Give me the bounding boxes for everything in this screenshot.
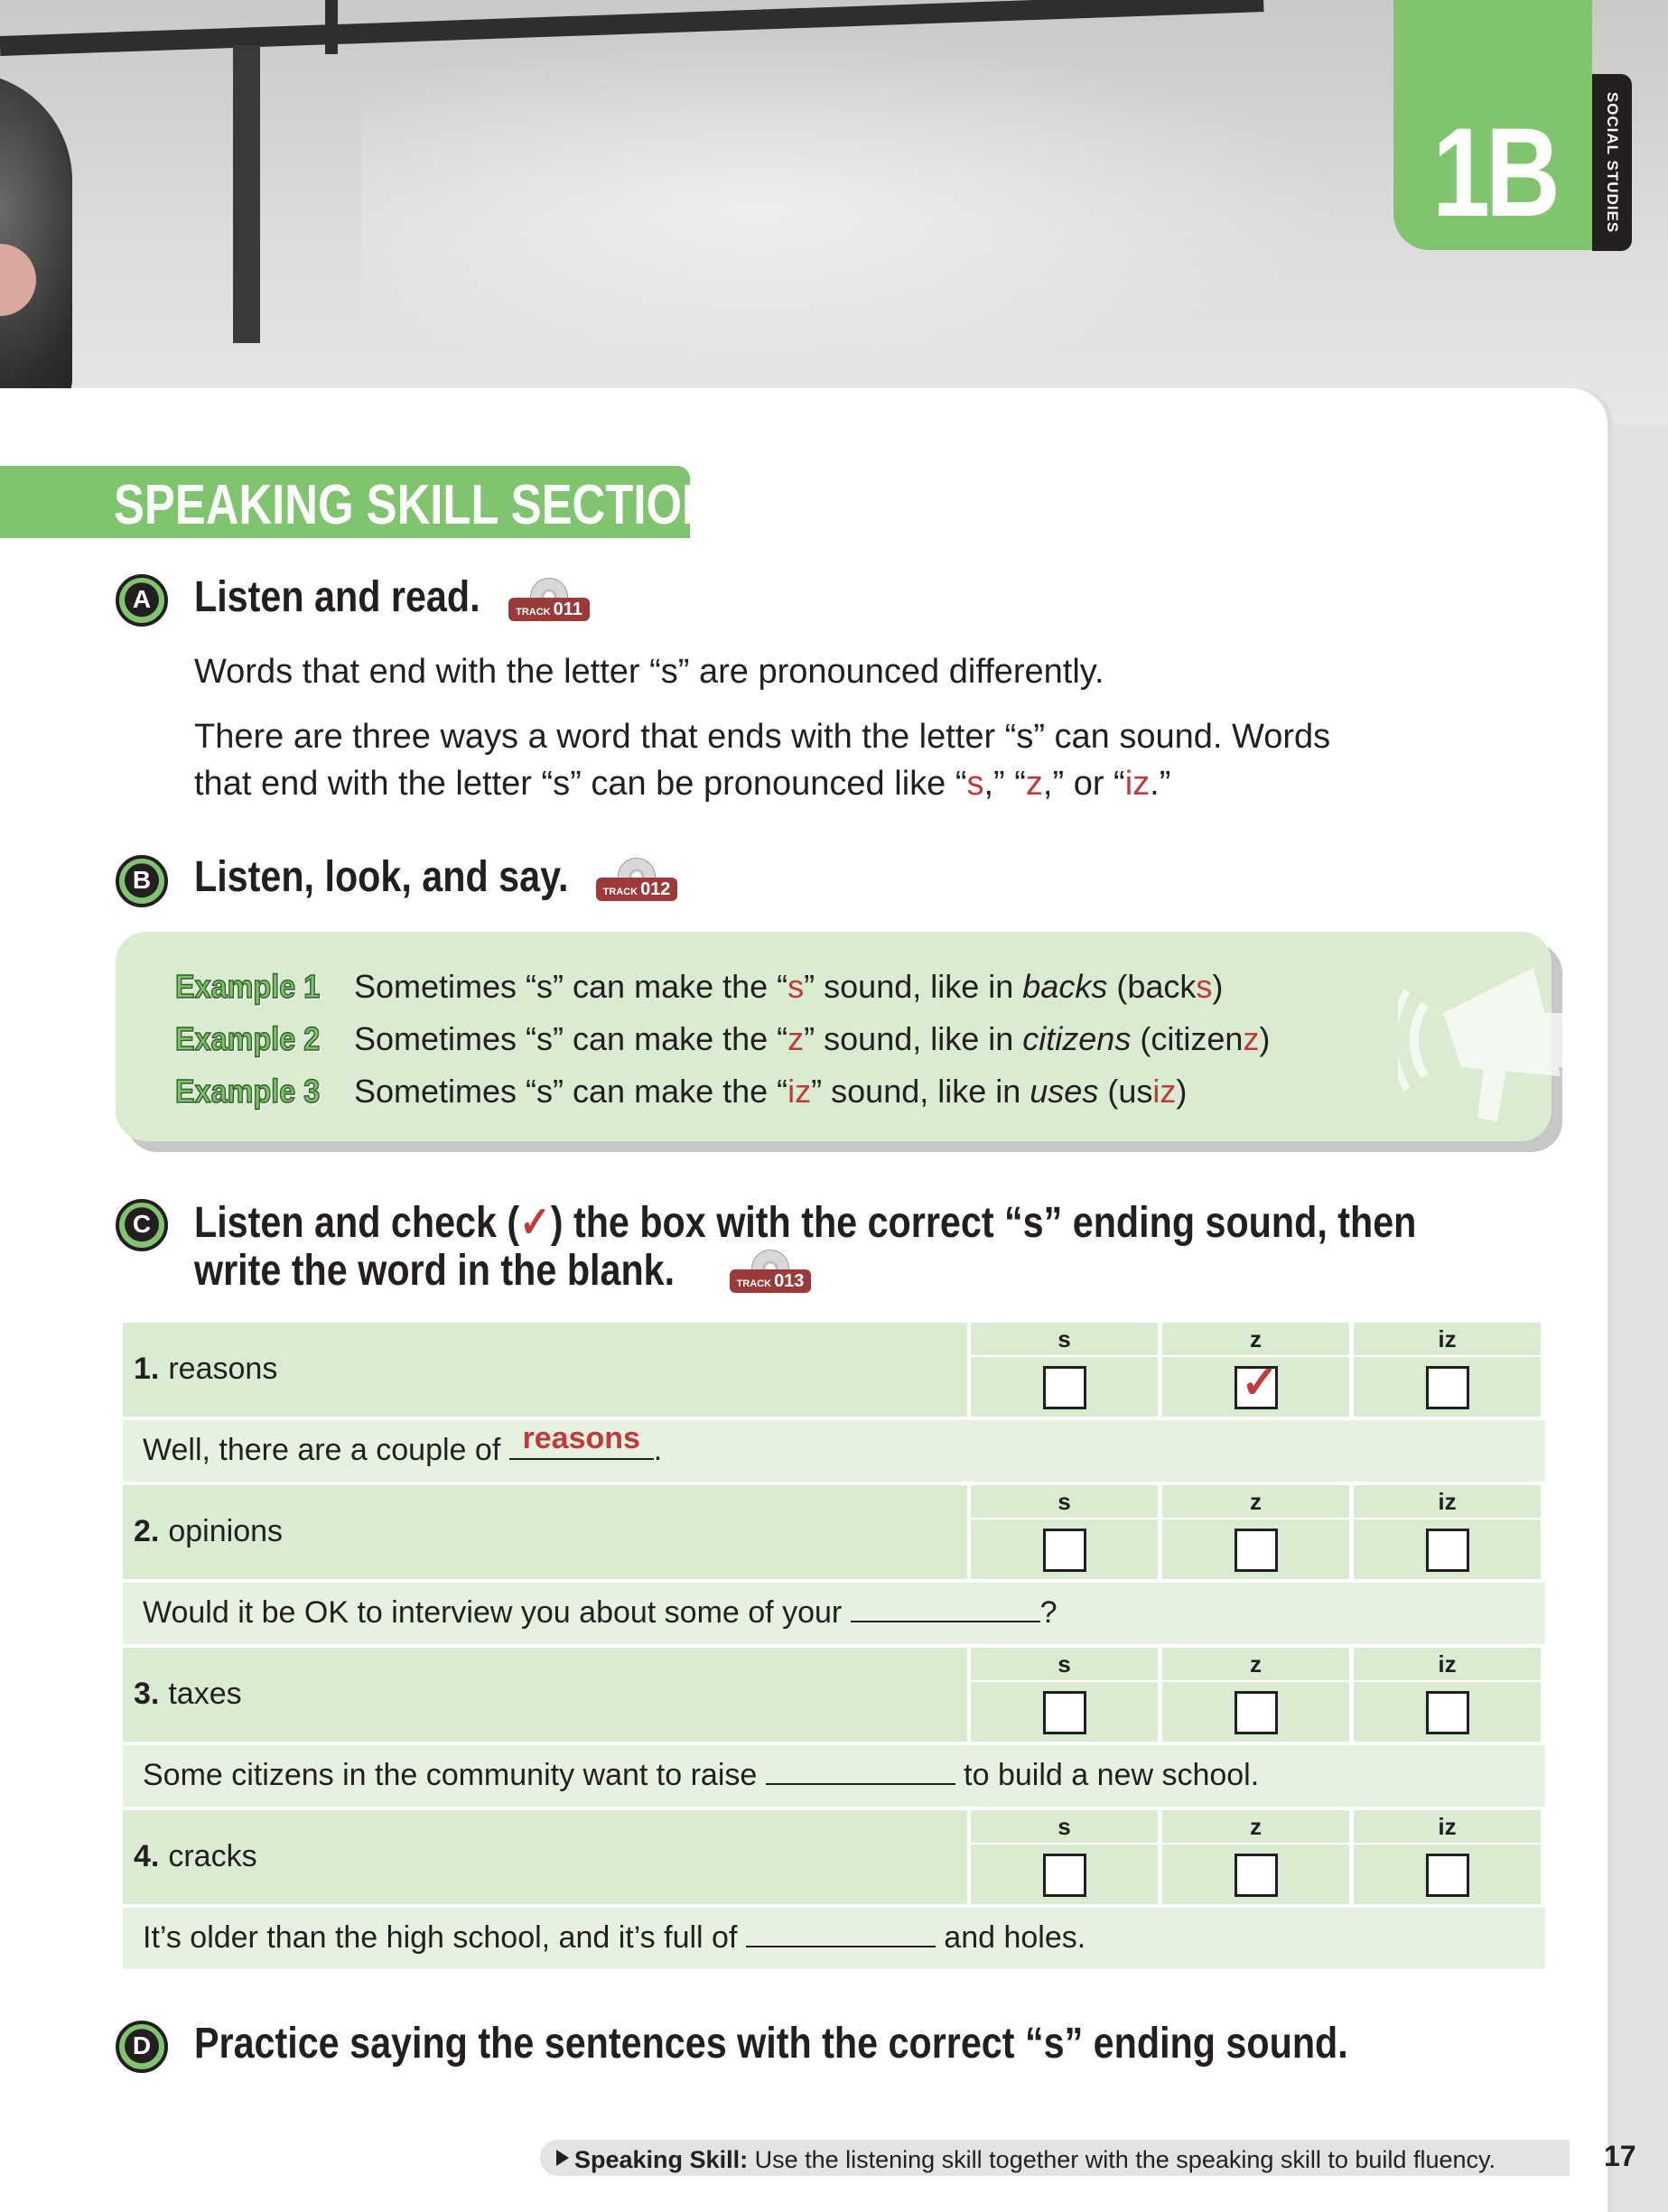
table-row bbox=[123, 1648, 967, 1742]
checkbox[interactable] bbox=[1426, 1366, 1469, 1409]
checkbox[interactable] bbox=[1235, 1854, 1278, 1897]
checkbox-cell bbox=[1162, 1682, 1349, 1742]
example-3-label: Example 3 bbox=[175, 1073, 321, 1110]
example-1-text: Sometimes “s” can make the “s” sound, like in backs (backs) bbox=[354, 968, 1224, 1005]
example-2-label: Example 2 bbox=[175, 1020, 321, 1057]
part-d-heading: Practice saying the sentences with the correct “s” ending sound. bbox=[194, 2020, 1348, 2068]
column-header-s: s bbox=[971, 1485, 1158, 1518]
window-frame bbox=[325, 0, 338, 54]
column-header-iz: iz bbox=[1354, 1810, 1541, 1843]
checkbox-cell bbox=[1354, 1845, 1541, 1904]
footer-skill-bar bbox=[540, 2140, 1570, 2176]
part-a-paragraph-1: Words that end with the letter “s” are pronounced differently. bbox=[194, 653, 1104, 691]
footer-text: Speaking Skill: Use the listening skill together with the speaking skill to build fluency. bbox=[574, 2146, 1496, 2173]
track-013-button[interactable] bbox=[730, 1250, 811, 1295]
track-label: TRACK 011 bbox=[508, 598, 590, 621]
track-012-button[interactable] bbox=[596, 858, 677, 903]
subject-label: SOCIAL STUDIES bbox=[1604, 91, 1621, 234]
part-a-badge bbox=[116, 574, 168, 627]
page-number: 17 bbox=[1604, 2140, 1636, 2172]
part-a-paragraph-2-line-1: There are three ways a word that ends with the letter “s” can sound. Words bbox=[194, 718, 1331, 756]
item-sentence: Well, there are a couple of reasons . bbox=[143, 1421, 663, 1467]
answer-blank[interactable] bbox=[746, 1922, 936, 1947]
checkbox[interactable] bbox=[1043, 1529, 1086, 1572]
checkbox[interactable] bbox=[1426, 1854, 1469, 1897]
window-frame bbox=[233, 45, 260, 343]
sentence-row bbox=[123, 1420, 1545, 1482]
part-c-heading-line-1: Listen and check (✓) the box with the correct “s” ending sound, then bbox=[194, 1199, 1417, 1247]
part-a-paragraph-2-line-2: that end with the letter “s” can be pronounced like “s,” “z,” or “iz.” bbox=[194, 765, 1171, 803]
unit-code: 1B bbox=[1432, 101, 1556, 243]
checkbox[interactable] bbox=[1235, 1691, 1278, 1734]
checkbox[interactable] bbox=[1043, 1366, 1086, 1409]
track-label: TRACK 013 bbox=[730, 1269, 811, 1293]
part-d-letter: D bbox=[125, 2029, 159, 2063]
checkbox-cell bbox=[971, 1520, 1158, 1579]
subject-tab bbox=[1592, 74, 1632, 251]
sentence-row bbox=[123, 1908, 1545, 1969]
column-header-z: z bbox=[1162, 1323, 1349, 1355]
item-word: 1. reasons bbox=[134, 1352, 278, 1386]
checkbox-checked[interactable] bbox=[1235, 1357, 1279, 1409]
part-b-letter: B bbox=[125, 863, 159, 897]
section-title: SPEAKING SKILL SECTION bbox=[114, 474, 715, 536]
table-row bbox=[123, 1810, 967, 1904]
part-b-badge bbox=[116, 855, 168, 907]
checkbox[interactable] bbox=[1235, 1529, 1278, 1572]
column-header-iz: iz bbox=[1354, 1485, 1541, 1518]
part-c-badge bbox=[116, 1199, 168, 1251]
column-header-z: z bbox=[1162, 1810, 1349, 1843]
checkbox[interactable] bbox=[1043, 1854, 1086, 1897]
checkbox-cell bbox=[1354, 1357, 1541, 1417]
sentence-row bbox=[123, 1745, 1545, 1807]
item-word: 4. cracks bbox=[134, 1839, 257, 1873]
checkbox[interactable] bbox=[1043, 1691, 1086, 1734]
checkbox[interactable] bbox=[1426, 1529, 1469, 1572]
part-d-badge bbox=[116, 2021, 168, 2073]
unit-tab bbox=[1393, 0, 1592, 250]
example-box bbox=[116, 932, 1552, 1141]
table-row bbox=[123, 1323, 967, 1417]
column-header-s: s bbox=[971, 1648, 1158, 1680]
item-word: 2. opinions bbox=[134, 1514, 284, 1548]
answer-blank[interactable]: reasons bbox=[509, 1435, 654, 1460]
table-row bbox=[123, 1485, 967, 1579]
example-3-text: Sometimes “s” can make the “iz” sound, like in uses (usiz) bbox=[354, 1073, 1188, 1110]
check-mark-icon: ✓ bbox=[1241, 1357, 1279, 1408]
section-banner bbox=[0, 466, 715, 538]
checkbox-cell bbox=[971, 1682, 1158, 1742]
example-1-label: Example 1 bbox=[175, 968, 321, 1005]
part-b-heading: Listen, look, and say. bbox=[194, 853, 569, 901]
answer-blank[interactable] bbox=[766, 1760, 955, 1785]
part-a-heading: Listen and read. bbox=[194, 573, 480, 621]
triangle-right-icon bbox=[556, 2150, 569, 2166]
example-2-text: Sometimes “s” can make the “z” sound, like in citizens (citizenz) bbox=[354, 1020, 1271, 1057]
checkbox[interactable] bbox=[1426, 1691, 1469, 1734]
column-header-iz: iz bbox=[1354, 1648, 1541, 1680]
part-a-letter: A bbox=[125, 582, 159, 617]
megaphone-icon bbox=[1398, 950, 1579, 1130]
part-c-letter: C bbox=[125, 1207, 159, 1241]
track-011-button[interactable] bbox=[508, 578, 590, 623]
column-header-z: z bbox=[1162, 1648, 1349, 1680]
item-sentence: Some citizens in the community want to raise to build a new school. bbox=[143, 1758, 1260, 1792]
checkbox-cell bbox=[971, 1357, 1158, 1417]
checkbox-cell bbox=[1354, 1682, 1541, 1742]
item-sentence: It’s older than the high school, and it’s full of and holes. bbox=[143, 1920, 1086, 1955]
photo-haze bbox=[361, 36, 1355, 379]
item-sentence: Would it be OK to interview you about some of your ? bbox=[143, 1595, 1058, 1630]
checkbox-cell bbox=[1354, 1520, 1541, 1579]
track-label: TRACK 012 bbox=[596, 878, 677, 901]
checkbox-cell bbox=[1162, 1845, 1349, 1904]
checkbox-cell bbox=[1162, 1357, 1349, 1417]
checkbox-cell bbox=[971, 1845, 1158, 1904]
sentence-row bbox=[123, 1583, 1545, 1644]
column-header-s: s bbox=[971, 1323, 1158, 1355]
answer-blank[interactable] bbox=[851, 1597, 1040, 1622]
item-word: 3. taxes bbox=[134, 1677, 242, 1711]
person-silhouette bbox=[0, 72, 72, 415]
part-c-heading-line-2: write the word in the blank. bbox=[194, 1247, 676, 1295]
column-header-z: z bbox=[1162, 1485, 1349, 1518]
column-header-iz: iz bbox=[1354, 1323, 1541, 1355]
column-header-s: s bbox=[971, 1810, 1158, 1843]
checkbox-cell bbox=[1162, 1520, 1349, 1579]
